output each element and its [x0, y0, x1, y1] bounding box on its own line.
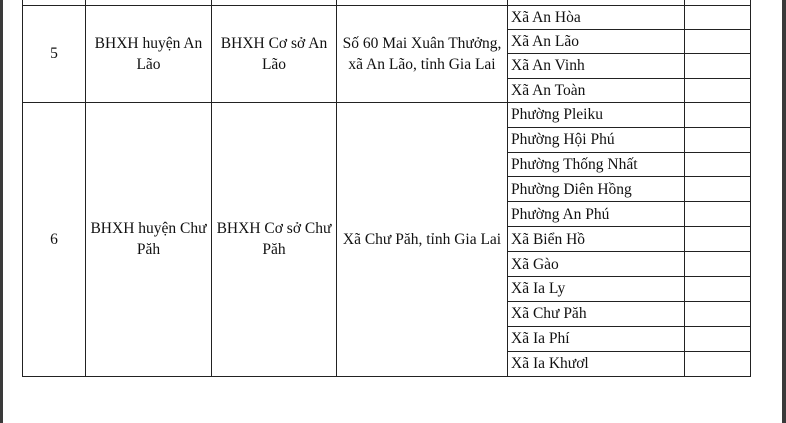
ward-name: Xã Ia Ly [508, 276, 685, 301]
ward-name: Xã An Hòa [508, 6, 685, 30]
cell-blank [685, 127, 751, 152]
cell-blank [685, 202, 751, 227]
page-left-edge [0, 0, 3, 423]
cell-blank [685, 227, 751, 252]
ward-name: Phường An Phú [508, 202, 685, 227]
ward-name: Xã Ia Khươl [508, 351, 685, 376]
ward-name: Xã Biển Hồ [508, 227, 685, 252]
agency-name: BHXH huyện Chư Păh [86, 102, 212, 376]
cell-blank [685, 177, 751, 202]
ward-name: Phường Diên Hồng [508, 177, 685, 202]
row-number: 5 [23, 6, 86, 103]
facility-name: BHXH Cơ sở An Lão [212, 6, 337, 103]
cell-blank [685, 276, 751, 301]
cell-blank [685, 252, 751, 277]
facility-name: BHXH Cơ sở Chư Păh [212, 102, 337, 376]
page-right-edge [782, 0, 786, 423]
ward-name: Xã An Vinh [508, 54, 685, 78]
table-row [23, 102, 751, 127]
ward-name: Xã An Lão [508, 30, 685, 54]
ward-name: Phường Thống Nhất [508, 152, 685, 177]
ward-name: Xã Chư Păh [508, 301, 685, 326]
ward-name: Xã An Toàn [508, 78, 685, 102]
cell-blank [685, 301, 751, 326]
cell-blank [685, 6, 751, 30]
facility-address: Xã Chư Păh, tỉnh Gia Lai [337, 102, 508, 376]
ward-name: Xã Gào [508, 252, 685, 277]
cell-blank [685, 326, 751, 351]
table-row [23, 6, 751, 30]
ward-name: Phường Hội Phú [508, 127, 685, 152]
ward-name: Xã Ia Phí [508, 326, 685, 351]
cell-blank [685, 152, 751, 177]
row-number: 6 [23, 102, 86, 376]
ward-name: Phường Pleiku [508, 102, 685, 127]
cell-blank [685, 351, 751, 376]
facility-address: Số 60 Mai Xuân Thưởng, xã An Lão, tỉnh Gia Lai [337, 6, 508, 103]
cell-blank [685, 30, 751, 54]
cell-blank [685, 102, 751, 127]
office-ward-table [22, 0, 751, 377]
cell-blank [685, 78, 751, 102]
cell-blank [685, 54, 751, 78]
agency-name: BHXH huyện An Lão [86, 6, 212, 103]
